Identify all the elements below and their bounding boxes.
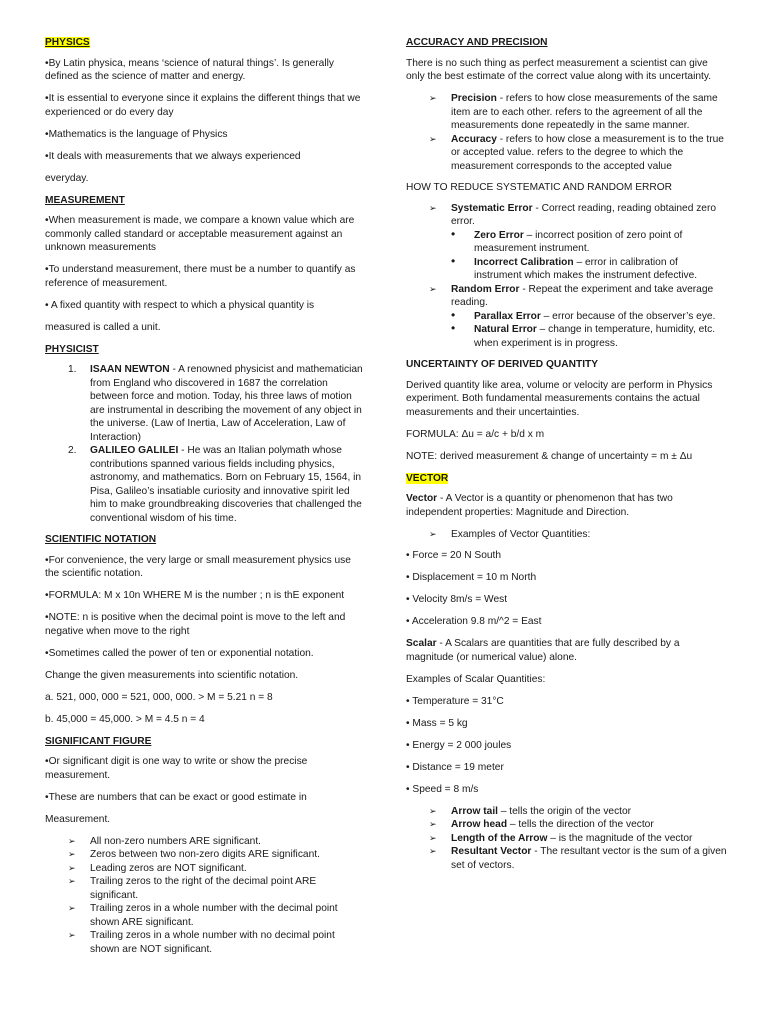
right-column	[406, 36, 728, 880]
uncertainty-heading: UNCERTAINTY OF DERIVED QUANTITY	[406, 359, 599, 370]
rule-text: Trailing zeros in a whole number with the decimal point shown ARE significant.	[90, 903, 338, 928]
vector-example: • Displacement = 10 m North	[406, 572, 537, 583]
list-item	[406, 323, 728, 350]
sigfig-para: •Or significant digit is one way to write or show the precise measurement.	[45, 756, 308, 781]
rule-text: Zeros between two non-zero digits ARE significant.	[90, 849, 320, 860]
examples-label: Examples of Vector Quantities:	[451, 528, 591, 540]
scinot-example: a. 521, 000, 000 = 521, 000, 000. > M = 5.21 n = 8	[45, 691, 273, 703]
definition: – change in temperature, humidity, etc. when experiment is in progress.	[474, 324, 716, 349]
definition: – error in calibration of instrument which makes the instrument defective.	[474, 256, 698, 281]
physicist-name: ISAAN NEWTON	[90, 364, 170, 375]
measurement-para: •When measurement is made, we compare a known value which are commonly called standard or acceptable measurement against an unknown measurements	[45, 215, 355, 253]
accuracy-intro: There is no such thing as perfect measurement a scientist can give only the best estimate of the correct value along with its uncertainty.	[406, 57, 712, 82]
definition: – error because of the observer’s eye.	[540, 310, 716, 322]
arrow-bullet-icon: ➢	[429, 202, 437, 213]
definition: - refers to how close a measurement is to the true or accepted value. refers to the degree to which the measurement corresponds to the accepted value	[451, 133, 724, 172]
arrow-bullet-icon: ➢	[429, 819, 437, 829]
scientific-notation-heading: SCIENTIFIC NOTATION	[45, 534, 157, 545]
uncertainty-para: Derived quantity like area, volume or velocity are perform in Physics experiment. Both fundamental measurements contains the actual measurements and their uncertainties.	[406, 379, 713, 418]
definition: – tells the origin of the vector	[497, 805, 632, 817]
scalar-example: • Mass = 5 kg	[406, 717, 468, 729]
scalar-definition	[406, 637, 728, 664]
vector-example: • Force = 20 N South	[406, 550, 502, 561]
arrow-bullet-icon: ➢	[68, 903, 76, 913]
vector-example: • Acceleration 9.8 m/^2 = East	[406, 616, 542, 627]
arrow-bullet-icon: ➢	[68, 930, 76, 940]
arrow-bullet-icon: ➢	[68, 876, 76, 886]
physics-para: everyday.	[45, 172, 89, 184]
arrow-bullet-icon: ➢	[429, 832, 437, 843]
arrow-bullet-icon: ➢	[429, 133, 437, 144]
list-item	[45, 835, 367, 849]
definition: – is the magnitude of the vector	[547, 832, 693, 844]
vector-parts-list	[406, 805, 728, 873]
list-item	[406, 202, 728, 229]
term: Accuracy	[451, 133, 497, 145]
vector-example: • Velocity 8m/s = West	[406, 594, 508, 605]
list-item	[406, 528, 728, 542]
scalar-example: • Temperature = 31°C	[406, 695, 504, 707]
measurement-para: •To understand measurement, there must be a number to quantify as reference of measurement.	[45, 264, 356, 289]
term: Systematic Error	[451, 202, 533, 214]
scalar-example: • Distance = 19 meter	[406, 761, 504, 773]
bullet-icon: •	[451, 253, 456, 268]
definition: - Correct reading, reading obtained zero error.	[451, 202, 717, 227]
list-item	[406, 845, 728, 872]
list-item	[45, 875, 367, 902]
sigfig-para: Measurement.	[45, 813, 111, 825]
rule-text: Trailing zeros to the right of the decimal point ARE significant.	[90, 876, 317, 901]
error-heading: HOW TO REDUCE SYSTEMATIC AND RANDOM ERROR	[406, 182, 673, 193]
list-item	[406, 832, 728, 846]
list-item	[45, 929, 367, 956]
error-list	[406, 283, 728, 310]
arrow-bullet-icon: ➢	[429, 846, 437, 856]
list-item	[406, 818, 728, 832]
definition: - A Vector is a quantity or phenomenon that has two independent properties: Magnitude and Direction.	[406, 493, 673, 518]
physicist-desc: - A renowned physicist and mathematician from England who discovered in 1687 the correlation between force and motion. Today, his three laws of motion are instrumental in describing the movement of any object in the universe. (Law of Inertia, Law of Acceleration, Law of Interaction)	[90, 364, 363, 443]
list-item	[406, 226, 728, 256]
accuracy-precision-heading: ACCURACY AND PRECISION	[406, 37, 548, 48]
left-column	[45, 36, 367, 964]
bullet-icon: •	[451, 321, 456, 335]
term: Natural Error	[474, 324, 537, 335]
accuracy-list	[406, 92, 728, 173]
list-item	[406, 805, 728, 819]
scinot-para: •FORMULA: M x 10n WHERE M is the number ; n is thE exponent	[45, 590, 345, 601]
list-item	[45, 444, 367, 525]
scalar-example: • Speed = 8 m/s	[406, 783, 479, 795]
rule-text: All non-zero numbers ARE significant.	[90, 835, 262, 847]
list-number: 2.	[68, 445, 77, 456]
physics-para: •By Latin physica, means ‘science of natural things’. Is generally defined as the science of matter and energy.	[45, 57, 334, 82]
definition: - A Scalars are quantities that are fully described by a magnitude (or numerical value) alone.	[406, 638, 680, 663]
uncertainty-note: NOTE: derived measurement & change of uncertainty = m ± Δu	[406, 450, 693, 462]
term: Random Error	[451, 283, 520, 295]
list-item	[45, 862, 367, 876]
physicist-name: GALILEO GALILEI	[90, 445, 179, 456]
measurement-heading: MEASUREMENT	[45, 194, 125, 206]
scinot-para: •NOTE: n is positive when the decimal point is move to the left and negative when move to the right	[45, 612, 346, 637]
definition: - Repeat the experiment and take average reading.	[451, 283, 714, 308]
rule-text: Trailing zeros in a whole number with no decimal point shown are NOT significant.	[90, 930, 335, 955]
systematic-sub-list	[406, 226, 728, 283]
physicist-heading: PHYSICIST	[45, 343, 99, 355]
definition: – incorrect position of zero point of measurement instrument.	[474, 229, 683, 254]
measurement-para: • A fixed quantity with respect to which a physical quantity is	[45, 299, 315, 311]
bullet-icon: •	[451, 307, 456, 322]
error-list	[406, 202, 728, 229]
definition: – tells the direction of the vector	[507, 819, 654, 830]
scalar-example: • Energy = 2 000 joules	[406, 739, 512, 751]
term: Arrow tail	[451, 805, 498, 817]
arrow-bullet-icon: ➢	[429, 805, 437, 816]
list-number: 1.	[68, 364, 77, 375]
arrow-bullet-icon: ➢	[429, 528, 437, 539]
measurement-para: measured is called a unit.	[45, 321, 161, 333]
definition: - refers to how close measurements of the same item are to each other. refers to the agreement of all the measurements done repeatedly in the same manner.	[451, 93, 718, 131]
list-item	[45, 363, 367, 444]
random-sub-list	[406, 307, 728, 351]
term: Scalar	[406, 638, 437, 649]
vector-definition	[406, 492, 728, 519]
physics-para: •Mathematics is the language of Physics	[45, 128, 228, 140]
physicist-list	[45, 363, 367, 525]
arrow-bullet-icon: ➢	[429, 283, 437, 294]
definition: - The resultant vector is the sum of a given set of vectors.	[451, 846, 727, 871]
vector-examples-label-list	[406, 528, 728, 542]
physics-heading: PHYSICS	[45, 37, 90, 48]
term: Precision	[451, 93, 497, 104]
rule-text: Leading zeros are NOT significant.	[90, 862, 247, 874]
significant-figure-heading: SIGNIFICANT FIGURE	[45, 735, 152, 747]
arrow-bullet-icon: ➢	[68, 835, 76, 846]
list-item	[406, 92, 728, 133]
scinot-para: •Sometimes called the power of ten or exponential notation.	[45, 647, 314, 659]
physicist-desc: - He was an Italian polymath whose contributions spanned various fields including physics, astronomy, and mathematics. Born on February 15, 1564, in Pisa, Galileo’s insatiable curiosity and innovative spirit led him to make groundbreaking discoveries that challenged the conventional wisdom of his time.	[90, 445, 362, 524]
vector-heading: VECTOR	[406, 472, 449, 484]
term: Incorrect Calibration	[474, 256, 574, 268]
physics-para: •It is essential to everyone since it explains the different things that we experienced or do every day	[45, 93, 361, 118]
list-item	[45, 902, 367, 929]
term: Arrow head	[451, 819, 508, 830]
scinot-para: Change the given measurements into scientific notation.	[45, 669, 299, 681]
arrow-bullet-icon: ➢	[429, 93, 437, 103]
physics-para: •It deals with measurements that we always experienced	[45, 150, 301, 162]
term: Zero Error	[474, 229, 524, 241]
scinot-example: b. 45,000 = 45,000. > M = 4.5 n = 4	[45, 713, 205, 725]
term: Vector	[406, 493, 438, 504]
term: Parallax Error	[474, 310, 541, 322]
sigfig-rules-list	[45, 835, 367, 957]
arrow-bullet-icon: ➢	[68, 862, 76, 873]
list-item	[406, 283, 728, 310]
arrow-bullet-icon: ➢	[68, 849, 76, 859]
scalar-examples-label: Examples of Scalar Quantities:	[406, 673, 546, 685]
list-item	[45, 848, 367, 862]
uncertainty-formula: FORMULA: Δu = a/c + b/d x m	[406, 428, 545, 440]
list-item	[406, 133, 728, 174]
term: Resultant Vector	[451, 846, 532, 857]
bullet-icon: •	[451, 226, 456, 241]
list-item	[406, 253, 728, 283]
scinot-para: •For convenience, the very large or small measurement physics use the scientific notation.	[45, 554, 351, 579]
sigfig-para: •These are numbers that can be exact or good estimate in	[45, 791, 307, 803]
term: Length of the Arrow	[451, 832, 548, 844]
